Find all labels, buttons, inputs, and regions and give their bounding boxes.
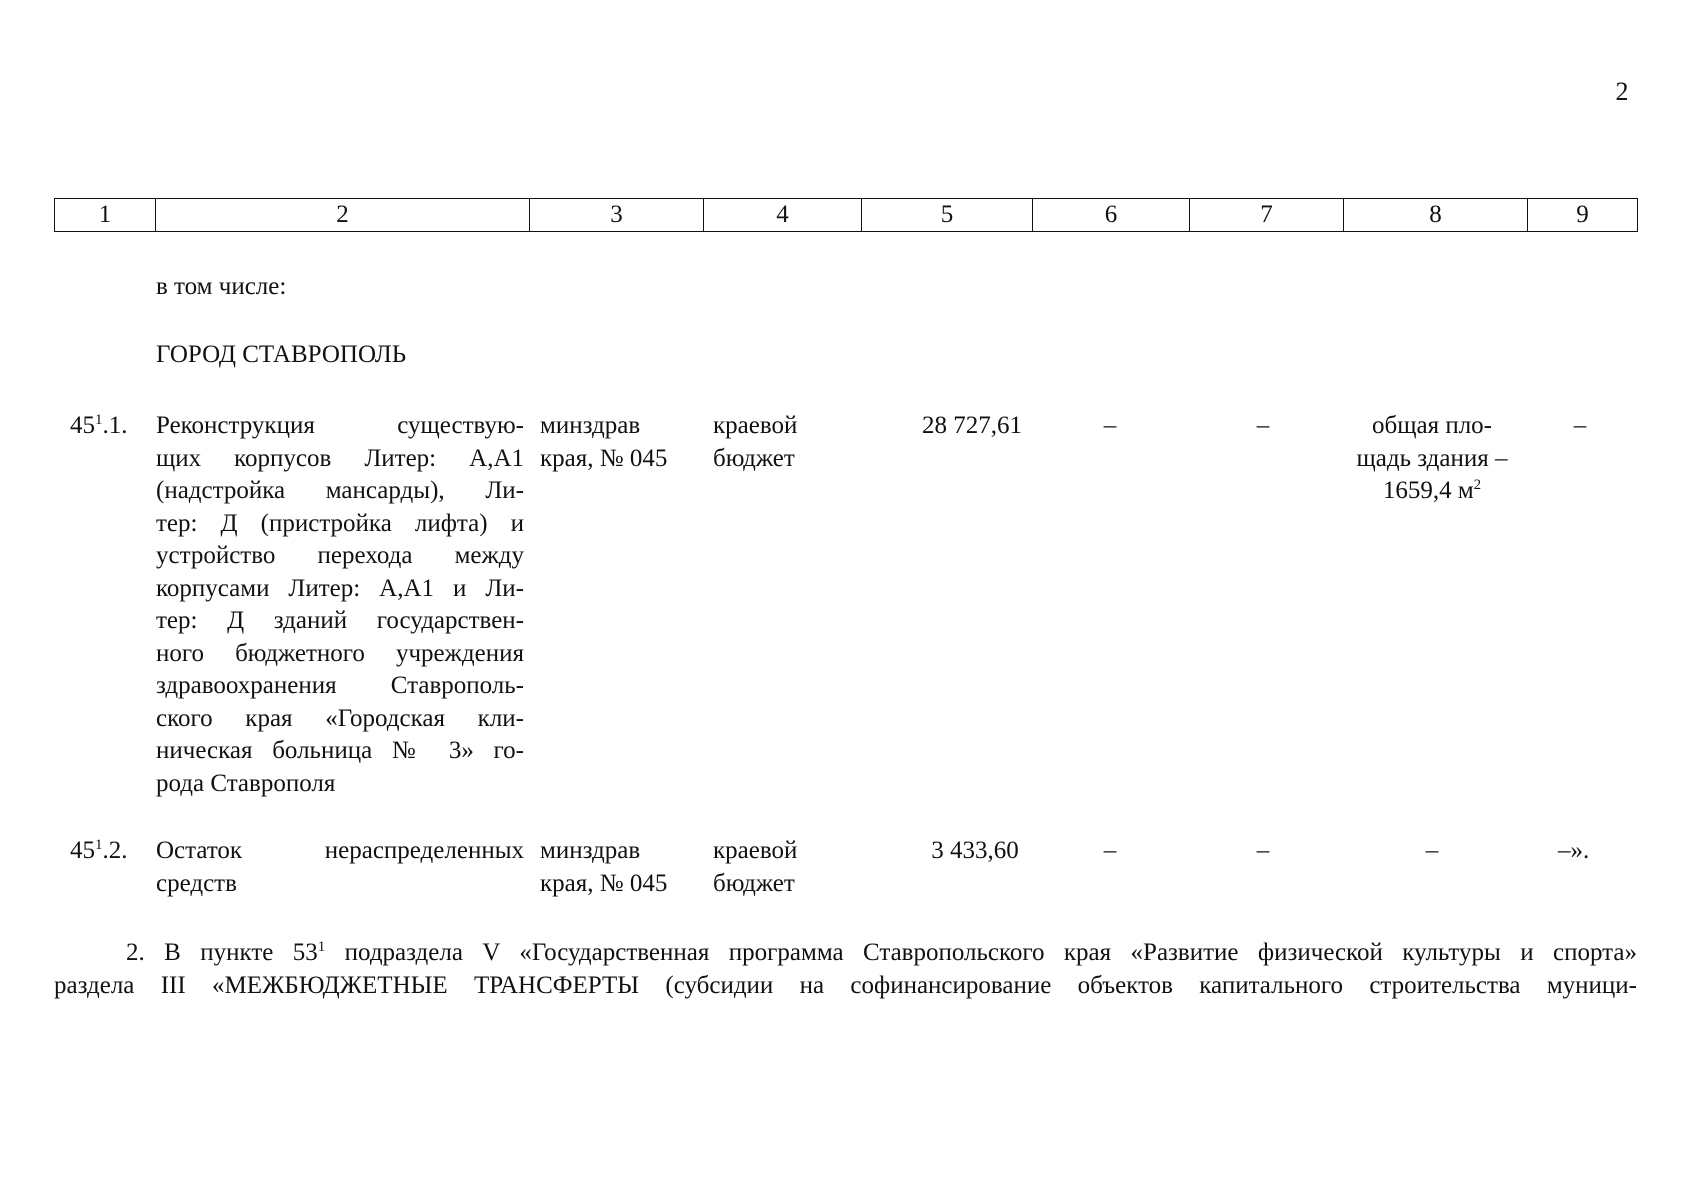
paragraph-line-2: раздела III «МЕЖБЮДЖЕТНЫЕ ТРАНСФЕРТЫ (субсидии на софинансирование объектов капитального строительства муници- (54, 971, 1637, 999)
column-number-1: 1 (55, 199, 156, 232)
column-number-4: 4 (704, 199, 862, 232)
row-number: $45^1.1$. (70, 412, 128, 439)
funding-source: краевой бюджет (713, 837, 798, 897)
object-name: Реконструкция существую- щих корпусов Литер: А,А1 (надстройка мансарды), Ли- тер: Д (пристройка лифта) и устройство перехода между корпусами Литер: А,А1 и Ли- тер: Д зданий государствен- ного бюджетного учреждения здравоохранения Ставрополь- ского края «Городская кли- ническая больница № 3» го- рода Ставрополя (156, 412, 524, 797)
including-label: в том числе: (156, 273, 287, 300)
amount: 3 433,60 (931, 837, 1019, 864)
column-9-value: – (1573, 412, 1587, 439)
object-name: Остаток нераспределенных средств (156, 837, 524, 897)
column-number-7: 7 (1190, 199, 1344, 232)
column-number-9: 9 (1528, 199, 1638, 232)
column-number-5: 5 (862, 199, 1033, 232)
column-number-8: 8 (1344, 199, 1528, 232)
column-number-2: 2 (156, 199, 530, 232)
column-6-value: – (1103, 837, 1117, 864)
capacity: общая пло- щадь здания – 1659,4 $м^2$ (1356, 412, 1508, 504)
executor: минздрав края, № 045 (540, 412, 668, 472)
column-6-value: – (1103, 412, 1117, 439)
page-number: 2 (1615, 77, 1629, 106)
column-number-header (54, 198, 1638, 232)
amendment-paragraph (54, 937, 1637, 1002)
city-heading: ГОРОД СТАВРОПОЛЬ (156, 341, 407, 368)
column-9-value: –». (1558, 837, 1590, 864)
column-number-3: 3 (530, 199, 704, 232)
executor: минздрав края, № 045 (540, 837, 668, 897)
column-7-value: – (1256, 837, 1270, 864)
paragraph-line-1: 2. В пункте $53^1$ подраздела V «Государственная программа Ставропольского края «Развитие физической культуры и спорта» (126, 939, 1637, 966)
amount: 28 727,61 (922, 412, 1022, 439)
column-number-6: 6 (1033, 199, 1190, 232)
column-7-value: – (1256, 412, 1270, 439)
column-8-value: – (1425, 837, 1439, 864)
row-number: $45^1.2$. (70, 837, 128, 864)
funding-source: краевой бюджет (713, 412, 798, 472)
